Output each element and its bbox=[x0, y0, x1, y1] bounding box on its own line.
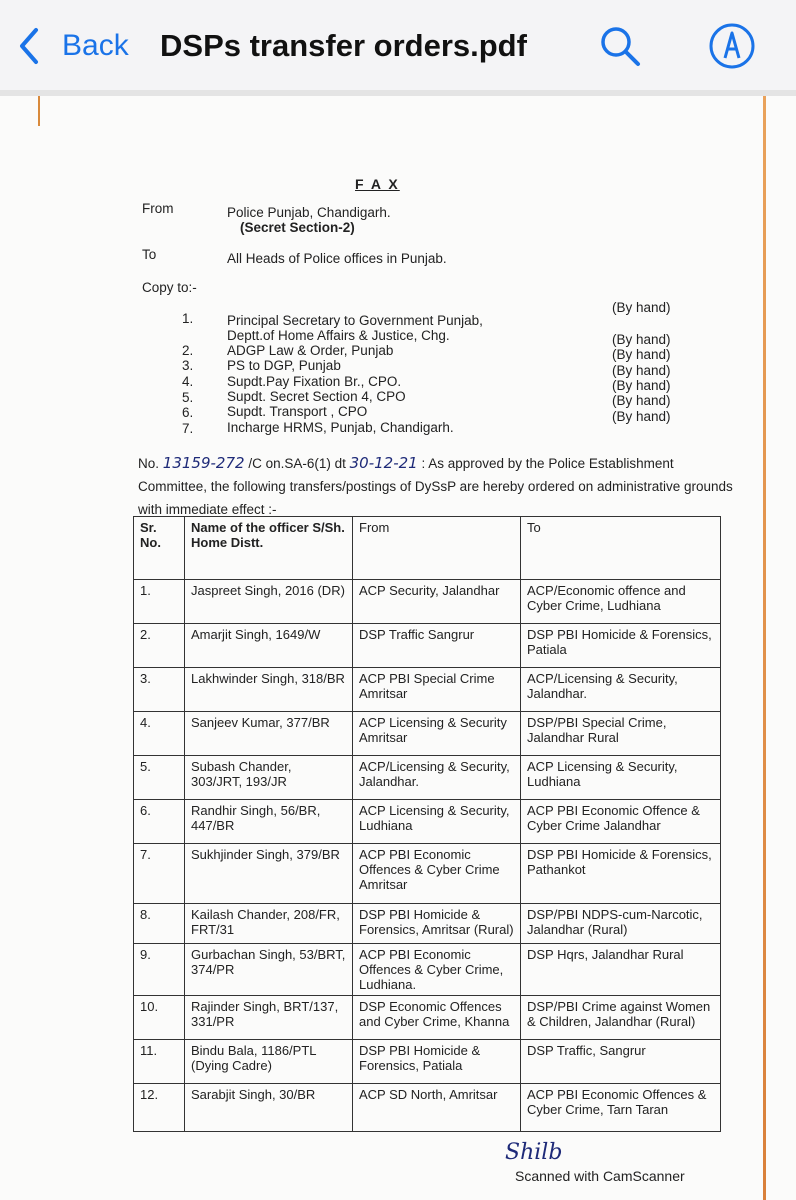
cell-from: DSP PBI Homicide & Forensics, Amritsar (Rural) bbox=[353, 904, 521, 944]
table-row bbox=[134, 844, 721, 904]
header-from: From bbox=[353, 517, 521, 580]
order-no-prefix: No. bbox=[138, 456, 160, 471]
order-date-handwritten: 30-12-21 bbox=[349, 454, 418, 472]
cell-from: DSP PBI Homicide & Forensics, Patiala bbox=[353, 1040, 521, 1084]
cell-to: DSP/PBI NDPS-cum-Narcotic, Jalandhar (Rural) bbox=[521, 904, 721, 944]
cell-sr: 2. bbox=[134, 624, 185, 668]
fax-heading: F A X bbox=[355, 176, 400, 192]
cell-name: Jaspreet Singh, 2016 (DR) bbox=[185, 580, 353, 624]
header-sr: Sr. No. bbox=[134, 517, 185, 580]
cell-name: Bindu Bala, 1186/PTL (Dying Cadre) bbox=[185, 1040, 353, 1084]
cell-sr: 8. bbox=[134, 904, 185, 944]
cell-name: Sukhjinder Singh, 379/BR bbox=[185, 844, 353, 904]
cell-from: ACP Security, Jalandhar bbox=[353, 580, 521, 624]
table-row bbox=[134, 668, 721, 712]
cell-to: ACP/Economic offence and Cyber Crime, Ludhiana bbox=[521, 580, 721, 624]
navigation-bar bbox=[0, 0, 796, 91]
cell-from: ACP SD North, Amritsar bbox=[353, 1084, 521, 1132]
order-line1-rest: : As approved by the Police Establishment bbox=[421, 456, 674, 471]
search-icon[interactable] bbox=[598, 24, 642, 68]
copy-to-num: 2. bbox=[182, 343, 194, 358]
copy-to-mode: (By hand) bbox=[612, 300, 671, 315]
copy-to-text: Incharge HRMS, Punjab, Chandigarh. bbox=[227, 420, 454, 435]
copy-to-mode: (By hand) bbox=[612, 347, 671, 362]
copy-to-text: Supdt. Secret Section 4, CPO bbox=[227, 389, 406, 404]
document-title: DSPs transfer orders.pdf bbox=[160, 28, 527, 63]
order-line2: Committee, the following transfers/postings of DySsP are hereby ordered on administrative grounds bbox=[138, 479, 733, 494]
copy-to-num: 7. bbox=[182, 421, 194, 436]
table-row bbox=[134, 800, 721, 844]
cell-to: DSP PBI Homicide & Forensics, Patiala bbox=[521, 624, 721, 668]
from-value: Police Punjab, Chandigarh. bbox=[227, 205, 391, 220]
copy-to-mode: (By hand) bbox=[612, 363, 671, 378]
cell-name: Rajinder Singh, BRT/137, 331/PR bbox=[185, 996, 353, 1040]
cell-from: DSP Economic Offences and Cyber Crime, Khanna bbox=[353, 996, 521, 1040]
cell-to: DSP Hqrs, Jalandhar Rural bbox=[521, 944, 721, 996]
table-row bbox=[134, 944, 721, 996]
cell-name: Amarjit Singh, 1649/W bbox=[185, 624, 353, 668]
copy-to-text: ADGP Law & Order, Punjab bbox=[227, 343, 394, 358]
cell-sr: 10. bbox=[134, 996, 185, 1040]
cell-sr: 4. bbox=[134, 712, 185, 756]
copy-to-mode: (By hand) bbox=[612, 409, 671, 424]
cell-from: ACP PBI Economic Offences & Cyber Crime, Ludhiana. bbox=[353, 944, 521, 996]
cell-name: Kailash Chander, 208/FR, FRT/31 bbox=[185, 904, 353, 944]
copy-to-mode: (By hand) bbox=[612, 378, 671, 393]
cell-to: DSP Traffic, Sangrur bbox=[521, 1040, 721, 1084]
transfers-table bbox=[133, 516, 721, 1132]
table-row bbox=[134, 1084, 721, 1132]
copy-to-text: Supdt.Pay Fixation Br., CPO. bbox=[227, 374, 402, 389]
order-number-handwritten: 13159-272 bbox=[162, 454, 245, 472]
cell-sr: 3. bbox=[134, 668, 185, 712]
cell-to: ACP PBI Economic Offence & Cyber Crime Jalandhar bbox=[521, 800, 721, 844]
cell-sr: 9. bbox=[134, 944, 185, 996]
cell-from: DSP Traffic Sangrur bbox=[353, 624, 521, 668]
cell-from: ACP PBI Economic Offences & Cyber Crime Amritsar bbox=[353, 844, 521, 904]
to-value: All Heads of Police offices in Punjab. bbox=[227, 251, 447, 266]
copy-to-num: 6. bbox=[182, 405, 194, 420]
pdf-page[interactable] bbox=[0, 90, 796, 1200]
cell-from: ACP Licensing & Security Amritsar bbox=[353, 712, 521, 756]
table-row bbox=[134, 712, 721, 756]
cell-from: ACP/Licensing & Security, Jalandhar. bbox=[353, 756, 521, 800]
copy-to-label: Copy to:- bbox=[142, 280, 197, 295]
cell-name: Randhir Singh, 56/BR, 447/BR bbox=[185, 800, 353, 844]
document-body bbox=[0, 90, 796, 1200]
copy-to-text: Principal Secretary to Government Punjab, bbox=[227, 313, 483, 328]
cell-name: Subash Chander, 303/JRT, 193/JR bbox=[185, 756, 353, 800]
cell-to: ACP/Licensing & Security, Jalandhar. bbox=[521, 668, 721, 712]
copy-to-num: 1. bbox=[182, 311, 194, 326]
copy-to-text-2: Deptt.of Home Affairs & Justice, Chg. bbox=[227, 328, 450, 343]
chevron-left-icon bbox=[16, 26, 42, 66]
cell-to: DSP/PBI Crime against Women & Children, Jalandhar (Rural) bbox=[521, 996, 721, 1040]
copy-to-num: 4. bbox=[182, 374, 194, 389]
copy-to-text: PS to DGP, Punjab bbox=[227, 358, 341, 373]
cell-to: ACP PBI Economic Offences & Cyber Crime, Tarn Taran bbox=[521, 1084, 721, 1132]
cell-to: ACP Licensing & Security, Ludhiana bbox=[521, 756, 721, 800]
table-row bbox=[134, 580, 721, 624]
table-row bbox=[134, 996, 721, 1040]
copy-to-num: 3. bbox=[182, 358, 194, 373]
table-row bbox=[134, 904, 721, 944]
cell-name: Lakhwinder Singh, 318/BR bbox=[185, 668, 353, 712]
copy-to-mode: (By hand) bbox=[612, 332, 671, 347]
order-no-mid: /C on.SA-6(1) dt bbox=[248, 456, 346, 471]
cell-from: ACP PBI Special Crime Amritsar bbox=[353, 668, 521, 712]
table-row bbox=[134, 756, 721, 800]
header-to: To bbox=[521, 517, 721, 580]
copy-to-num: 5. bbox=[182, 390, 194, 405]
cell-sr: 7. bbox=[134, 844, 185, 904]
cell-sr: 1. bbox=[134, 580, 185, 624]
cell-name: Sanjeev Kumar, 377/BR bbox=[185, 712, 353, 756]
copy-to-text: Supdt. Transport , CPO bbox=[227, 404, 368, 419]
markup-pen-icon[interactable] bbox=[708, 22, 756, 70]
order-line3: with immediate effect :- bbox=[138, 502, 277, 517]
from-label: From bbox=[142, 201, 174, 216]
cell-sr: 5. bbox=[134, 756, 185, 800]
cell-to: DSP PBI Homicide & Forensics, Pathankot bbox=[521, 844, 721, 904]
back-button[interactable] bbox=[16, 22, 129, 70]
table-header-row bbox=[134, 517, 721, 580]
copy-to-mode: (By hand) bbox=[612, 393, 671, 408]
cell-sr: 11. bbox=[134, 1040, 185, 1084]
cell-name: Sarabjit Singh, 30/BR bbox=[185, 1084, 353, 1132]
table-row bbox=[134, 1040, 721, 1084]
back-label: Back bbox=[62, 29, 129, 62]
table-row bbox=[134, 624, 721, 668]
cell-name: Gurbachan Singh, 53/BRT, 374/PR bbox=[185, 944, 353, 996]
order-number-line bbox=[138, 454, 674, 472]
cell-from: ACP Licensing & Security, Ludhiana bbox=[353, 800, 521, 844]
cell-sr: 6. bbox=[134, 800, 185, 844]
signature: Shilb bbox=[505, 1140, 563, 1165]
header-name: Name of the officer S/Sh. Home Distt. bbox=[185, 517, 353, 580]
cell-sr: 12. bbox=[134, 1084, 185, 1132]
camscanner-footer: Scanned with CamScanner bbox=[515, 1168, 685, 1184]
to-label: To bbox=[142, 247, 157, 262]
from-section: (Secret Section-2) bbox=[240, 220, 355, 235]
cell-to: DSP/PBI Special Crime, Jalandhar Rural bbox=[521, 712, 721, 756]
